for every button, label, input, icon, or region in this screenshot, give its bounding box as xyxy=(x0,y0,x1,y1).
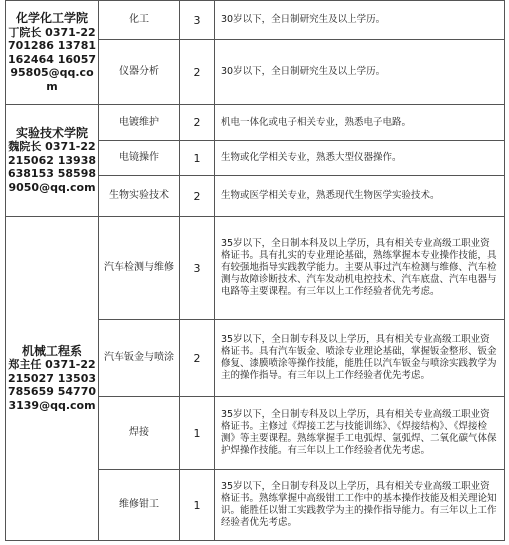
major-cell: 汽车检测与维修 xyxy=(99,217,180,320)
major-cell: 维修钳工 xyxy=(99,470,180,541)
requirement-cell: 35岁以下，全日制专科及以上学历，具有相关专业高级工职业资格证书。熟练掌握中高级钳工工作中的基本操作技能及相关理论知识。能胜任以钳工实践教学为主的操作指导能力。有三年以上工作经验者优先考虑。 xyxy=(215,470,505,541)
major-cell: 生物实验技术 xyxy=(99,176,180,217)
college-cell xyxy=(6,105,99,217)
count-cell: 2 xyxy=(180,105,215,141)
count-cell: 1 xyxy=(180,397,215,470)
contact-title: 郑主任 xyxy=(8,358,42,372)
contact-mobile: 13503785659 xyxy=(7,371,97,399)
requirement-cell: 生物或化学相关专业，熟悉大型仪器操作。 xyxy=(215,141,505,176)
table-row xyxy=(6,105,505,141)
count-cell: 1 xyxy=(180,141,215,176)
contact-mobile: 13781162464 xyxy=(7,39,97,66)
contact-phone: 0371-22215027 xyxy=(7,358,96,385)
college-name: 实验技术学院 xyxy=(15,125,88,140)
table-row xyxy=(6,1,505,40)
contact-email: 585989050@qq.com xyxy=(8,167,97,194)
requirement-cell: 30岁以下，全日制研究生及以上学历。 xyxy=(215,40,505,105)
recruitment-table xyxy=(5,0,505,541)
major-cell: 电镜操作 xyxy=(99,141,180,176)
count-cell: 2 xyxy=(180,320,215,397)
count-cell: 1 xyxy=(180,470,215,541)
count-cell: 2 xyxy=(180,176,215,217)
college-cell xyxy=(6,1,99,105)
major-cell: 化工 xyxy=(99,1,180,40)
requirement-cell: 35岁以下，全日制本科及以上学历，具有相关专业高级工职业资格证书。具有扎实的专业理论基础，熟练掌握本专业操作技能，具有较强地指导实践教学能力。主要从事过汽车检测与维修、汽车检测与故障诊断技术、汽车发动机电控技术、汽车底盘、汽车电器与电路等主要课程。有三年以上工作经验者优先考虑。 xyxy=(215,217,505,320)
major-cell: 汽车钣金与喷涂 xyxy=(99,320,180,397)
contact-title: 丁院长 xyxy=(8,25,42,39)
requirement-cell: 35岁以下，全日制专科及以上学历，具有相关专业高级工职业资格证书。具有汽车钣金、喷涂专业理论基础，掌握钣金整形、钣金修复、漆膜喷涂等操作技能，能胜任以汽车钣金与喷涂实践教学为主的操作指导。有三年以上工作经验者优先考虑。 xyxy=(215,320,505,397)
count-cell: 3 xyxy=(180,217,215,320)
major-cell: 电镀维护 xyxy=(99,105,180,141)
college-cell xyxy=(6,217,99,541)
requirement-cell: 机电一体化或电子相关专业，熟悉电子电路。 xyxy=(215,105,505,141)
requirement-cell: 生物或医学相关专业，熟悉现代生物医学实验技术。 xyxy=(215,176,505,217)
contact-email: 1605795805@qq.com xyxy=(10,52,97,93)
major-cell: 仪器分析 xyxy=(99,40,180,105)
contact-phone: 0371-22701286 xyxy=(7,25,96,52)
major-cell: 焊接 xyxy=(99,397,180,470)
contact-title: 魏院长 xyxy=(8,140,42,154)
count-cell: 3 xyxy=(180,1,215,40)
count-cell: 2 xyxy=(180,40,215,105)
contact-email: 547703139@qq.com xyxy=(8,385,97,412)
college-name: 机械工程系 xyxy=(21,343,82,358)
requirement-cell: 35岁以下，全日制专科及以上学历，具有相关专业高级工职业资格证书。主修过《焊接工艺与技能训练》、《焊接结构》、《焊接检测》等主要课程。熟练掌握手工电弧焊、氩弧焊、二氧化碳气体保护焊操作技能。有三年以上工作经验者优先考虑。 xyxy=(215,397,505,470)
contact-mobile: 13938638153 xyxy=(7,153,97,181)
table-row xyxy=(6,217,505,320)
college-name: 化学化工学院 xyxy=(15,11,88,25)
requirement-cell: 30岁以下，全日制研究生及以上学历。 xyxy=(215,1,505,40)
contact-phone: 0371-22215062 xyxy=(7,140,96,167)
